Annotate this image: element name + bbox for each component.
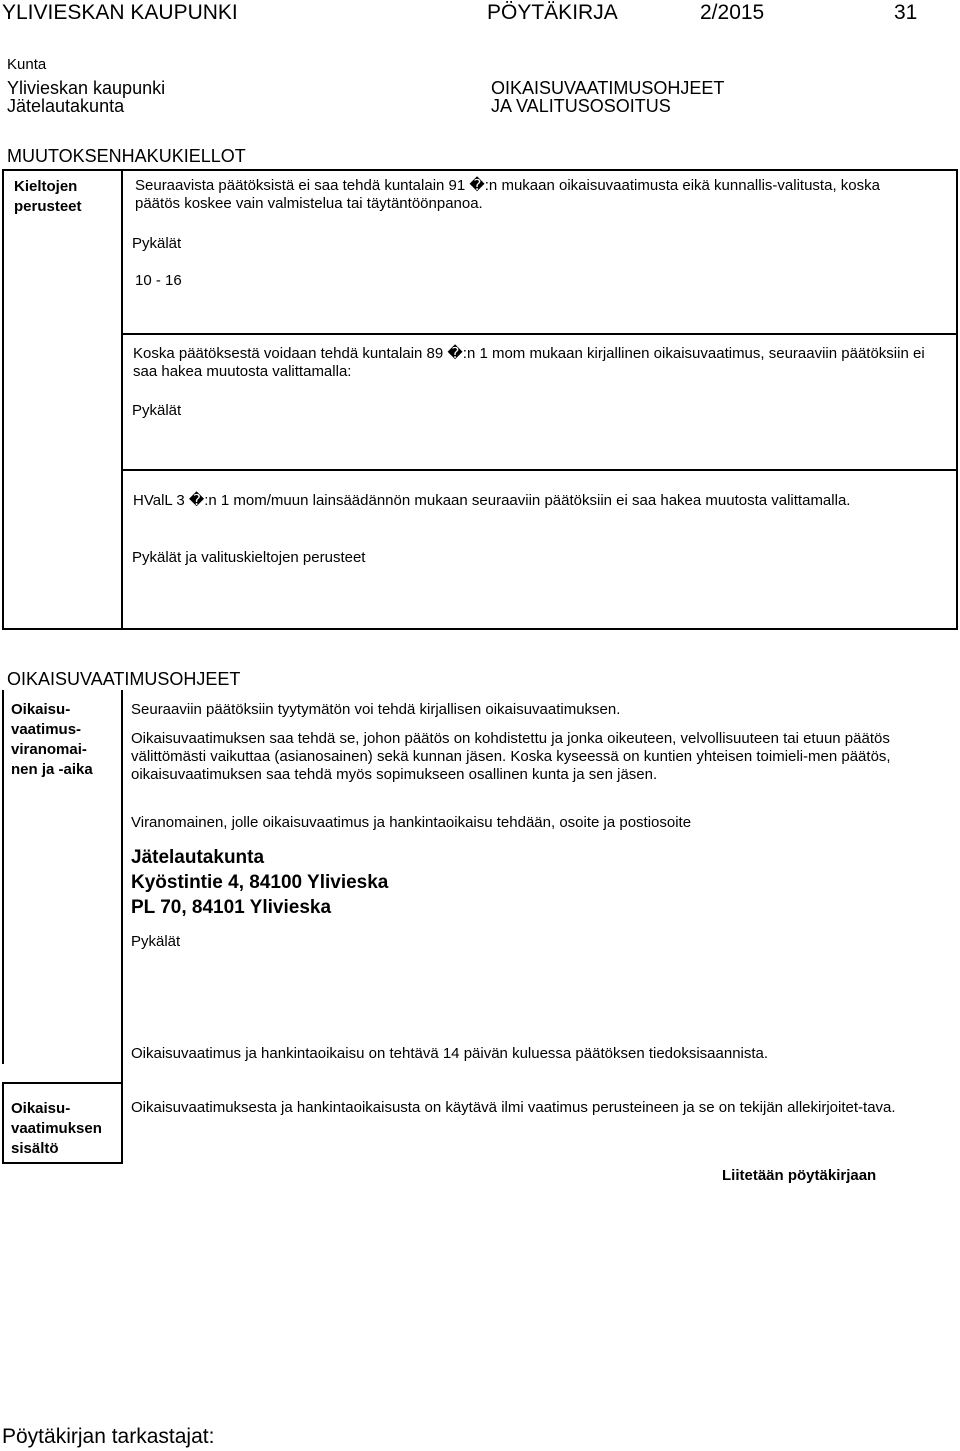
paragraph-hvall: HValL 3 �:n 1 mom/muun lainsäädännön mukaan seuraaviin päätöksiin ei saa hakea muutosta valittamalla. [133,492,851,509]
paragraph-viranomainen-osoite: Viranomainen, jolle oikaisuvaatimus ja hankintaoikaisu tehdään, osoite ja postiosoite [131,814,692,831]
paragraph-valmistelu: Seuraavista päätöksistä ei saa tehdä kuntalain 91 �:n mukaan oikaisuvaatimusta eikä kunnallis-valitusta, koska päätös koskee vain valmistelua tai täytäntöönpanoa. [135,177,880,212]
box-bottom-border [2,628,958,630]
attach-note: Liitetään pöytäkirjaan [722,1167,877,1184]
paragraph-14-paivaa: Oikaisuvaatimus ja hankintaoikaisu on tehtävä 14 päivän kuluessa päätöksen tiedoksisaannista. [131,1045,769,1062]
label-oikaisuvaatimuksen-sisalto: Oikaisu- vaatimuksen sisältö [11,1100,102,1157]
document-type: PÖYTÄKIRJA [487,1,618,24]
title-line-2: JA VALITUSOSOITUS [491,96,671,116]
paragraph-oikaisuvaatimus-kuntalaki: Koska päätöksestä voidaan tehdä kuntalain 89 �:n 1 mom mukaan kirjallinen oikaisuvaatimus, seuraaviin päätöksiin ei saa hakea muutosta valittamalla: [133,345,925,380]
pykalat-value-1: 10 - 16 [135,272,182,289]
section3-bottom-border [2,1162,123,1164]
box-column-divider [121,169,123,630]
pykalat-label-1: Pykälät [132,235,182,252]
org-name: YLIVIESKAN KAUPUNKI [2,1,238,24]
box-divider-1 [121,333,958,335]
document-number: 2/2015 [700,1,765,24]
label-oikaisuvaatimusviranomainen: Oikaisu- vaatimus- viranomai- nen ja -aika [11,701,93,778]
address-po-box: PL 70, 84101 Ylivieska [131,897,332,918]
section-heading-oikaisuvaatimusohjeet: OIKAISUVAATIMUSOHJEET [7,669,241,689]
pykalat-label-3: Pykälät ja valituskieltojen perusteet [132,549,366,566]
section2-column-divider [121,690,123,1164]
box-left-border [2,169,4,630]
pykalat-label-2: Pykälät [132,402,182,419]
kunta-label: Kunta [7,56,47,73]
city-name: Ylivieskan kaupunki [7,78,166,98]
box-divider-2 [121,469,958,471]
section-heading-muutoksenhakukiellot: MUUTOKSENHAKUKIELLOT [7,146,246,166]
box-right-border [956,169,958,630]
pykalat-label-4: Pykälät [131,933,181,950]
reviewers-label: Pöytäkirjan tarkastajat: [2,1425,215,1448]
title-line-1: OIKAISUVAATIMUSOHJEET [491,78,725,98]
paragraph-tyytymaton: Seuraaviin päätöksiin tyytymätön voi tehdä kirjallisen oikaisuvaatimuksen. [131,701,621,718]
board-name: Jätelautakunta [7,96,125,116]
label-kieltojen-perusteet: Kieltojen perusteet [14,178,82,215]
page-number: 31 [894,1,918,24]
address-board: Jätelautakunta [131,847,265,868]
section3-top-border [2,1082,123,1084]
paragraph-asianosainen: Oikaisuvaatimuksen saa tehdä se, johon päätös on kohdistettu ja jonka oikeuteen, velvollisuuteen tai etuun päätös välittömästi vaikuttaa (asianosainen) sekä kunnan jäsen. Koska kyseessä on kuntien yhteisen toimieli-men päätös, oikaisuvaatimuksen saa tehdä myös sopimukseen osallinen kunta ja sen jäsen. [131,730,891,783]
section3-left-border [2,1084,4,1164]
address-street: Kyöstintie 4, 84100 Ylivieska [131,872,389,893]
paragraph-sisalto: Oikaisuvaatimuksesta ja hankintaoikaisusta on käytävä ilmi vaatimus perusteineen ja se on tekijän allekirjoitet-tava. [131,1099,896,1116]
box-top-border [2,169,958,171]
section2-left-border [2,690,4,1064]
